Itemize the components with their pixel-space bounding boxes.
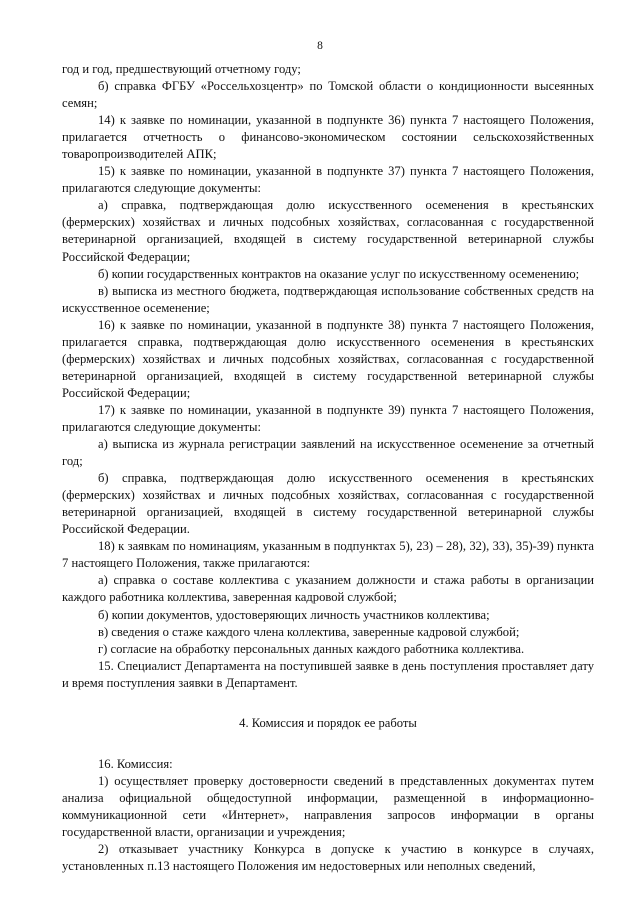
paragraph: б) копии государственных контрактов на оказание услуг по искусственному осеменению; [98, 266, 580, 281]
paragraph: а) выписка из журнала регистрации заявлений на искусственное осеменение за отчетный год; [62, 437, 594, 469]
section-body-bottom [62, 756, 594, 875]
paragraph: в) выписка из местного бюджета, подтверждающая использование собственных средств на искусственное осеменение; [62, 283, 594, 315]
document-body [62, 61, 594, 875]
paragraph: 2) отказывает участнику Конкурса в допуске к участию в конкурсе в случаях, установленных п.13 настоящего Положения им недостоверных или неполных сведений, [62, 842, 594, 874]
paragraph: 1) осуществляет проверку достоверности сведений в представленных документах путем анализа официальной общедоступной информации, размещенной в информационно-коммуникационной сети «Интернет», направления запросов информации в органы государственной власти, организации и учреждения; [62, 773, 594, 839]
paragraph: б) копии документов, удостоверяющих личность участников коллектива; [98, 607, 490, 622]
page-number: 8 [317, 40, 323, 52]
section-heading: 4. Комиссия и порядок ее работы [239, 715, 417, 730]
paragraph: 15. Специалист Департамента на поступившей заявке в день поступления проставляет дату и время поступления заявки в Департамент. [62, 658, 594, 690]
paragraph: год и год, предшествующий отчетному году; [62, 62, 301, 76]
paragraph: 16. Комиссия: [98, 756, 173, 771]
paragraph: а) справка, подтверждающая долю искусственного осеменения в крестьянских (фермерских) хозяйствах и личных подсобных хозяйствах, согласованная с государственной ветеринарной организацией, входящей в систему государственной ветеринарной службы Российской Федерации; [62, 198, 594, 264]
paragraph: а) справка о составе коллектива с указанием должности и стажа работы в организации каждого работника коллектива, заверенная кадровой службой; [62, 573, 594, 605]
section-body-top [62, 61, 594, 692]
paragraph: б) справка ФГБУ «Россельхозцентр» по Томской области о кондиционности высеянных семян; [62, 79, 594, 111]
paragraph: 16) к заявке по номинации, указанной в подпункте 38) пункта 7 настоящего Положения, прилагается справка, подтверждающая долю искусственного осеменения в крестьянских (фермерских) хозяйствах и личных подсобных хозяйствах, согласованная с государственной ветеринарной организацией, входящей в систему государственной ветеринарной службы Российской Федерации; [62, 317, 594, 400]
paragraph: г) согласие на обработку персональных данных каждого работника коллектива. [98, 641, 525, 656]
paragraph: 15) к заявке по номинации, указанной в подпункте 37) пункта 7 настоящего Положения, прилагаются следующие документы: [62, 164, 594, 196]
paragraph: 17) к заявке по номинации, указанной в подпункте 39) пункта 7 настоящего Положения, прилагаются следующие документы: [62, 402, 594, 434]
paragraph: б) справка, подтверждающая долю искусственного осеменения в крестьянских (фермерских) хозяйствах и личных подсобных хозяйствах, согласованная с государственной ветеринарной организацией, входящей в систему государственной ветеринарной службы Российской Федерации. [62, 471, 594, 537]
paragraph: 18) к заявкам по номинациям, указанным в подпунктах 5), 23) – 28), 32), 33), 35)-39) пункта 7 настоящего Положения, также прилагаются: [62, 539, 594, 571]
paragraph: в) сведения о стаже каждого члена коллектива, заверенные кадровой службой; [98, 624, 520, 639]
paragraph: 14) к заявке по номинации, указанной в подпункте 36) пункта 7 настоящего Положения, прилагается отчетность о финансово-экономическом состоянии сельскохозяйственных товаропроизводителей АПК; [62, 113, 594, 162]
